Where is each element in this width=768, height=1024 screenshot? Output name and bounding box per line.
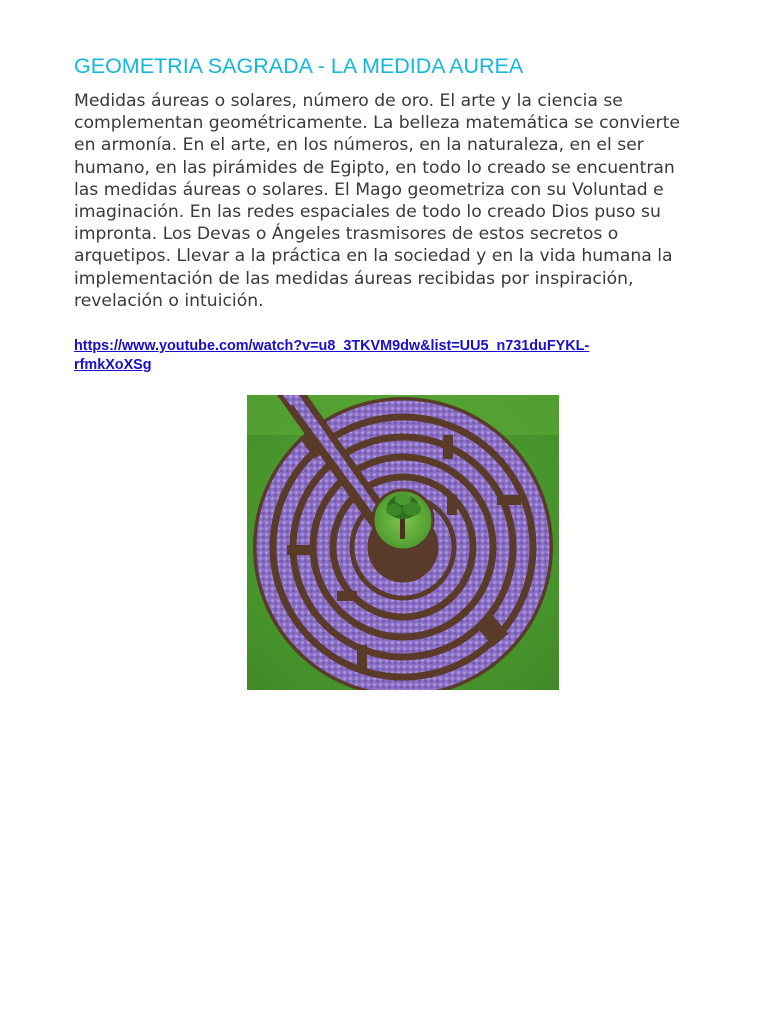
paragraph-line: implementación de las medidas áureas recibidas por inspiración, [74,268,634,289]
paragraph-line: en armonía. En el arte, en los números, en la naturaleza, en el ser [74,135,644,156]
youtube-link-line-1[interactable]: https://www.youtube.com/watch?v=u8_3TKVM9dw&list=UU5_n731duFYKL- [74,338,590,354]
paragraph-line: arquetipos. Llevar a la práctica en la sociedad y en la vida humana la [74,246,673,267]
youtube-link-line-2[interactable]: rfmkXoXSg [74,357,152,373]
paragraph-line: impronta. Los Devas o Ángeles trasmisores de estos secretos o [74,224,619,245]
paragraph-line: imaginación. En las redes espaciales de todo lo creado Dios puso su [74,202,661,223]
paragraph-line: Medidas áureas o solares, número de oro. El arte y la ciencia se [74,91,623,111]
body-paragraph [74,90,714,312]
paragraph-line: complementan geométricamente. La belleza matemática se convierte [74,113,680,134]
lavender-labyrinth-image [247,395,559,690]
page-title: GEOMETRIA SAGRADA - LA MEDIDA AUREA [74,54,524,78]
paragraph-line: las medidas áureas o solares. El Mago geometriza con su Voluntad e [74,179,664,200]
paragraph-line: humano, en las pirámides de Egipto, en todo lo creado se encuentran [74,157,675,178]
paragraph-line: revelación o intuición. [74,290,264,311]
youtube-link[interactable] [74,337,589,375]
